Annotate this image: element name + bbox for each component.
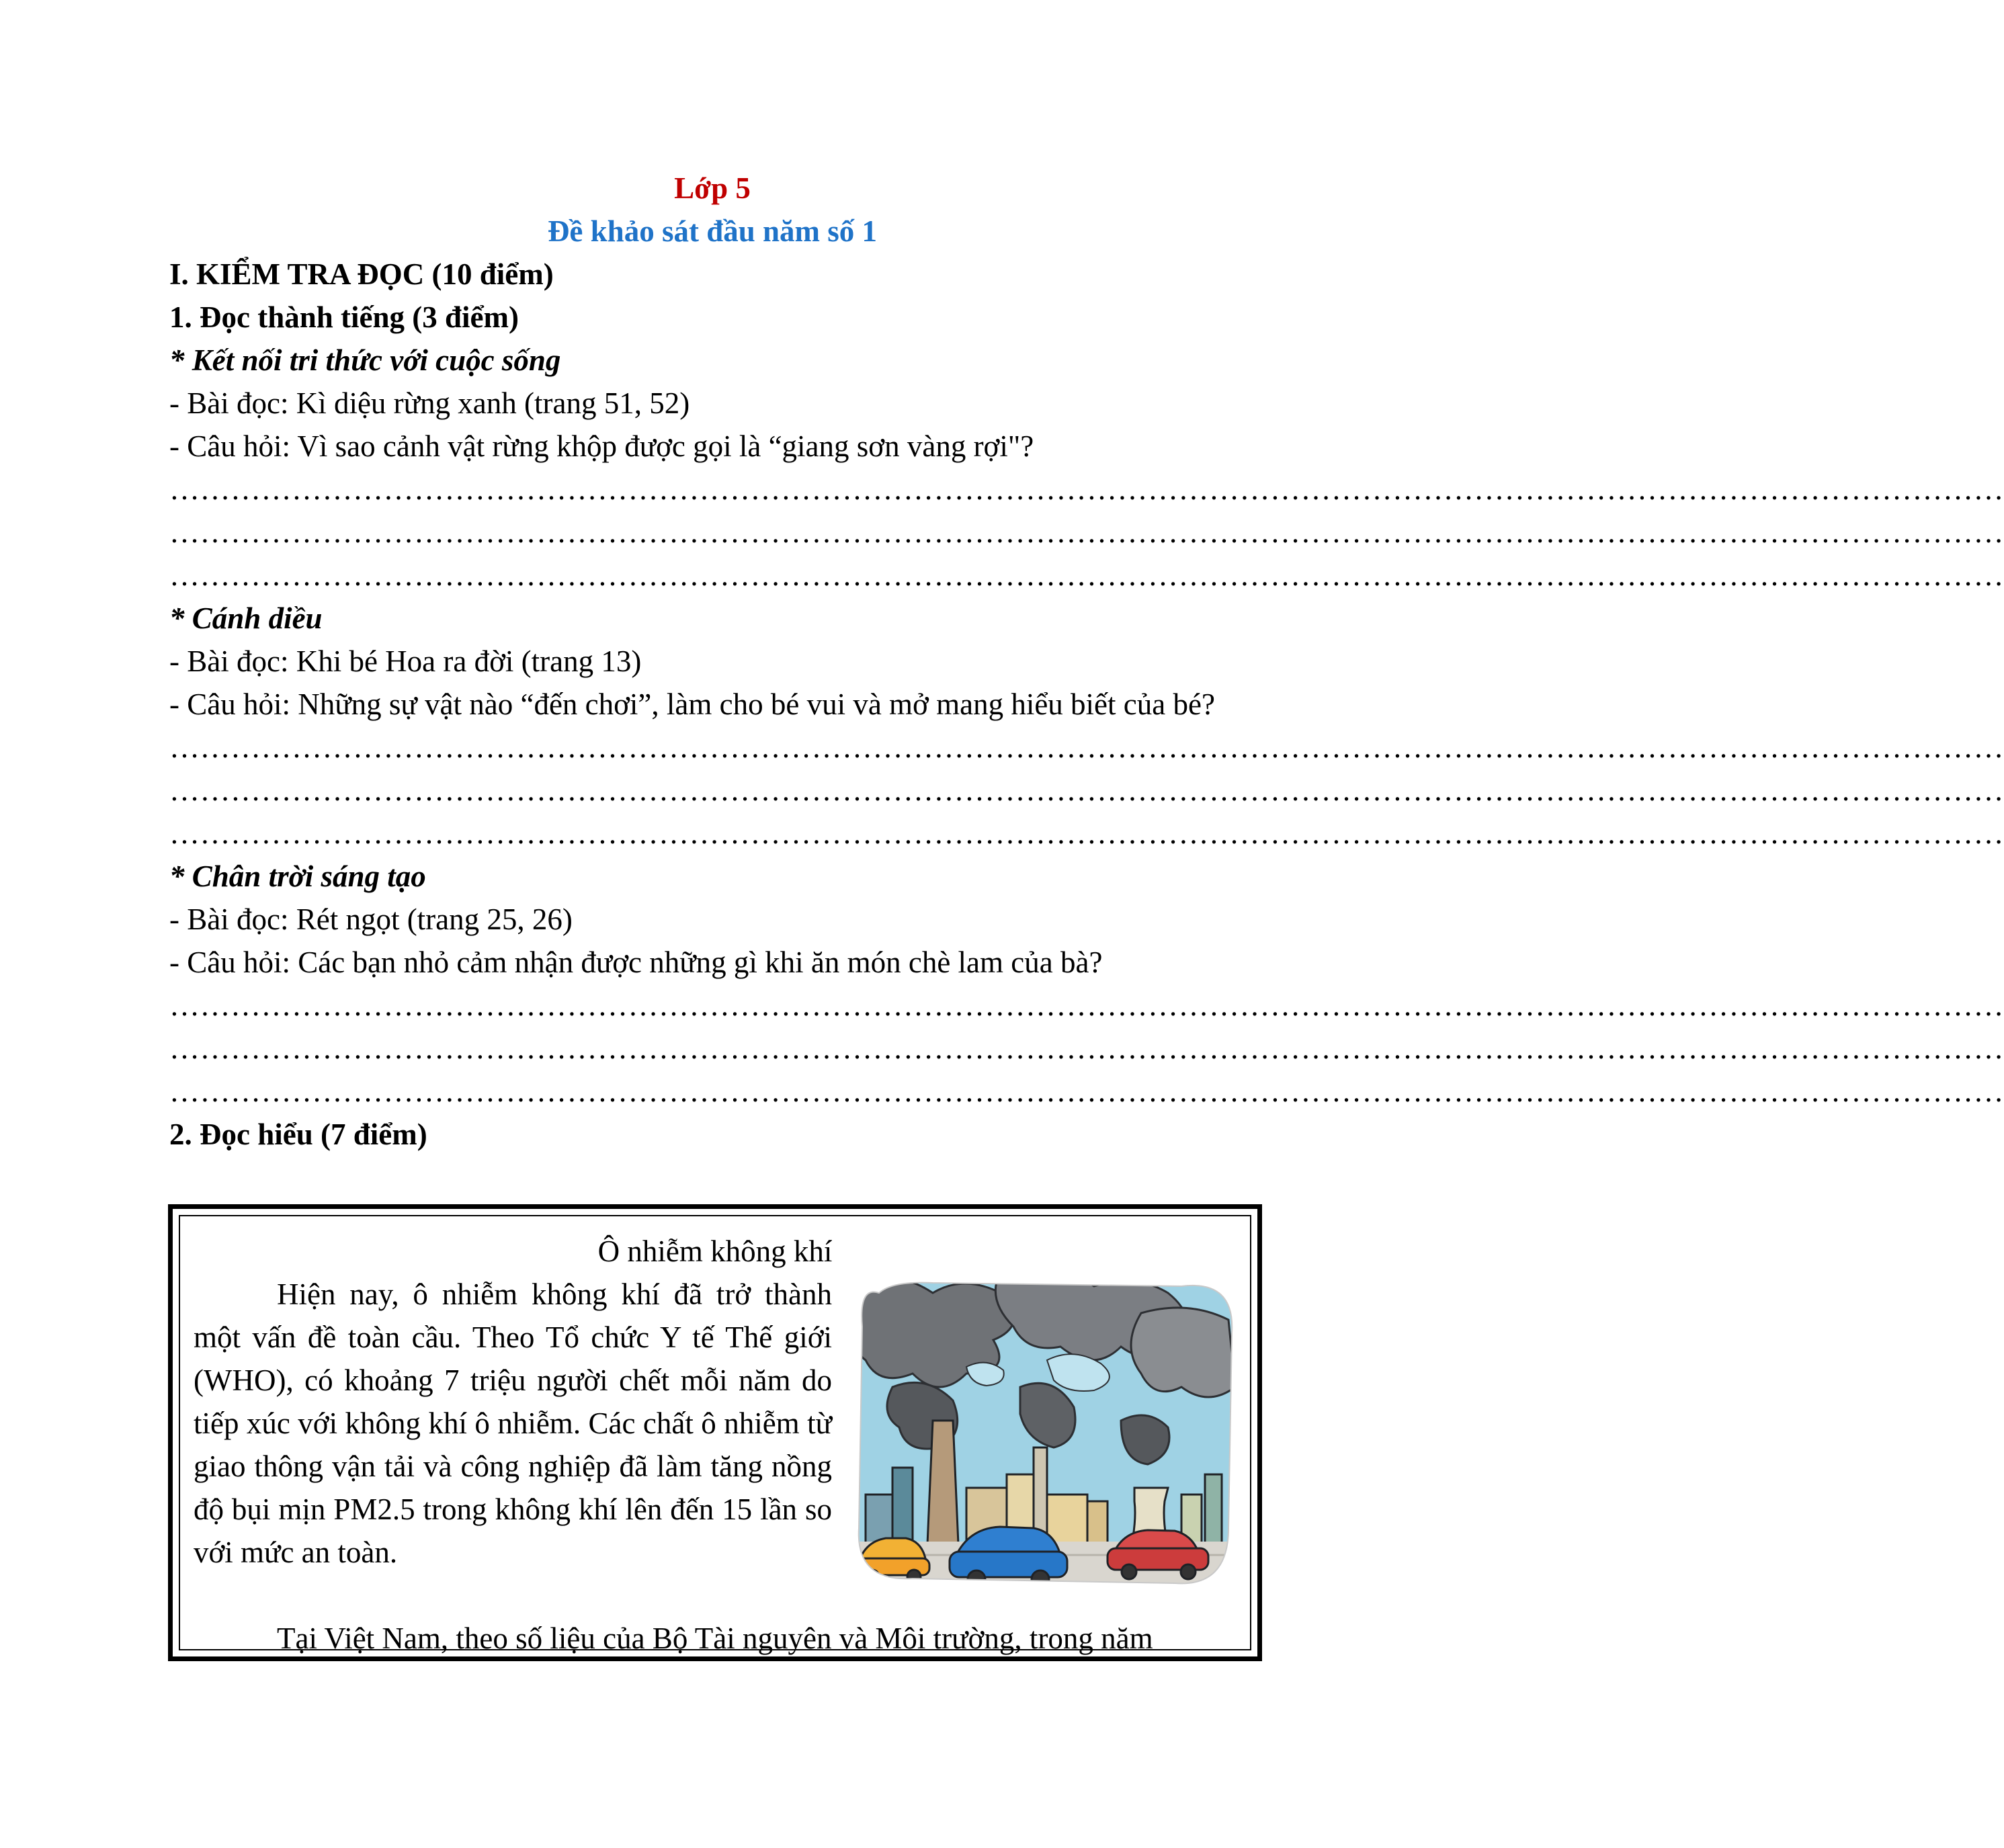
answer-line[interactable]: ……………………………………………………………………………………………………………………………………………………………… [169,816,2004,850]
part2-heading: 2. Đọc hiểu (7 điểm) [169,1118,427,1151]
question: - Câu hỏi: Những sự vật nào “đến chơi”, làm cho bé vui và mở mang hiểu biết của bé? [169,687,1215,721]
answer-line[interactable]: ……………………………………………………………………………………………………………………………………………………………… [169,1032,2004,1065]
passage-title: Ô nhiễm không khí [597,1234,833,1268]
air-pollution-illustration-icon [852,1273,1235,1589]
passage-paragraph-2 [194,1617,1247,1660]
passage-paragraph-2-text: Tại Việt Nam, theo số liệu của Bộ Tài nguyên và Môi trường, trong năm [277,1622,1153,1655]
question: - Câu hỏi: Các bạn nhỏ cảm nhận được những gì khi ăn món chè lam của bà? [169,946,1103,979]
passage-paragraph [194,1273,832,1574]
answer-line[interactable]: ……………………………………………………………………………………………………………………………………………………………… [169,989,2004,1022]
book-series-canh-dieu: * Cánh diều [169,601,323,635]
book-series-ket-noi: * Kết nối tri thức với cuộc sống [169,343,561,377]
answer-line[interactable]: ……………………………………………………………………………………………………………………………………………………………… [169,773,2004,807]
passage-paragraph-text: Hiện nay, ô nhiễm không khí đã trở thành một vấn đề toàn cầu. Theo Tổ chức Y tế Thế giới (WHO), có khoảng 7 triệu người chết mỗi năm do tiếp xúc với không khí ô nhiễm. Các chất ô nhiễm từ giao thông vận tải và công nghiệp đã làm tăng nồng độ bụi mịn PM2.5 trong không khí lên đến 15 lần so với mức an toàn. [194,1277,832,1569]
passage-box-inner-border [179,1215,1251,1655]
book-series-chan-troi: * Chân trời sáng tạo [169,859,426,893]
answer-line[interactable]: ……………………………………………………………………………………………………………………………………………………………… [169,1075,2004,1108]
question: - Câu hỏi: Vì sao cảnh vật rừng khộp được gọi là “giang sơn vàng rợi"? [169,429,1034,463]
reading-title: - Bài đọc: Khi bé Hoa ra đời (trang 13) [169,644,642,678]
reading-title: - Bài đọc: Rét ngọt (trang 25, 26) [169,902,573,936]
reading-title: - Bài đọc: Kì diệu rừng xanh (trang 51, 52) [169,386,690,420]
answer-line[interactable]: ……………………………………………………………………………………………………………………………………………………………… [169,730,2004,764]
passage-box [168,1204,1262,1661]
answer-line[interactable]: ……………………………………………………………………………………………………………………………………………………………… [169,558,2004,592]
section-heading: I. KIỂM TRA ĐỌC (10 điểm) [169,257,554,291]
part1-heading: 1. Đọc thành tiếng (3 điểm) [169,300,519,334]
grade-title: Lớp 5 [674,171,751,205]
exam-title: Đề khảo sát đầu năm số 1 [547,214,878,248]
answer-line[interactable]: ……………………………………………………………………………………………………………………………………………………………… [169,515,2004,549]
document-body [169,167,2004,1156]
answer-line[interactable]: ……………………………………………………………………………………………………………………………………………………………… [169,472,2004,506]
